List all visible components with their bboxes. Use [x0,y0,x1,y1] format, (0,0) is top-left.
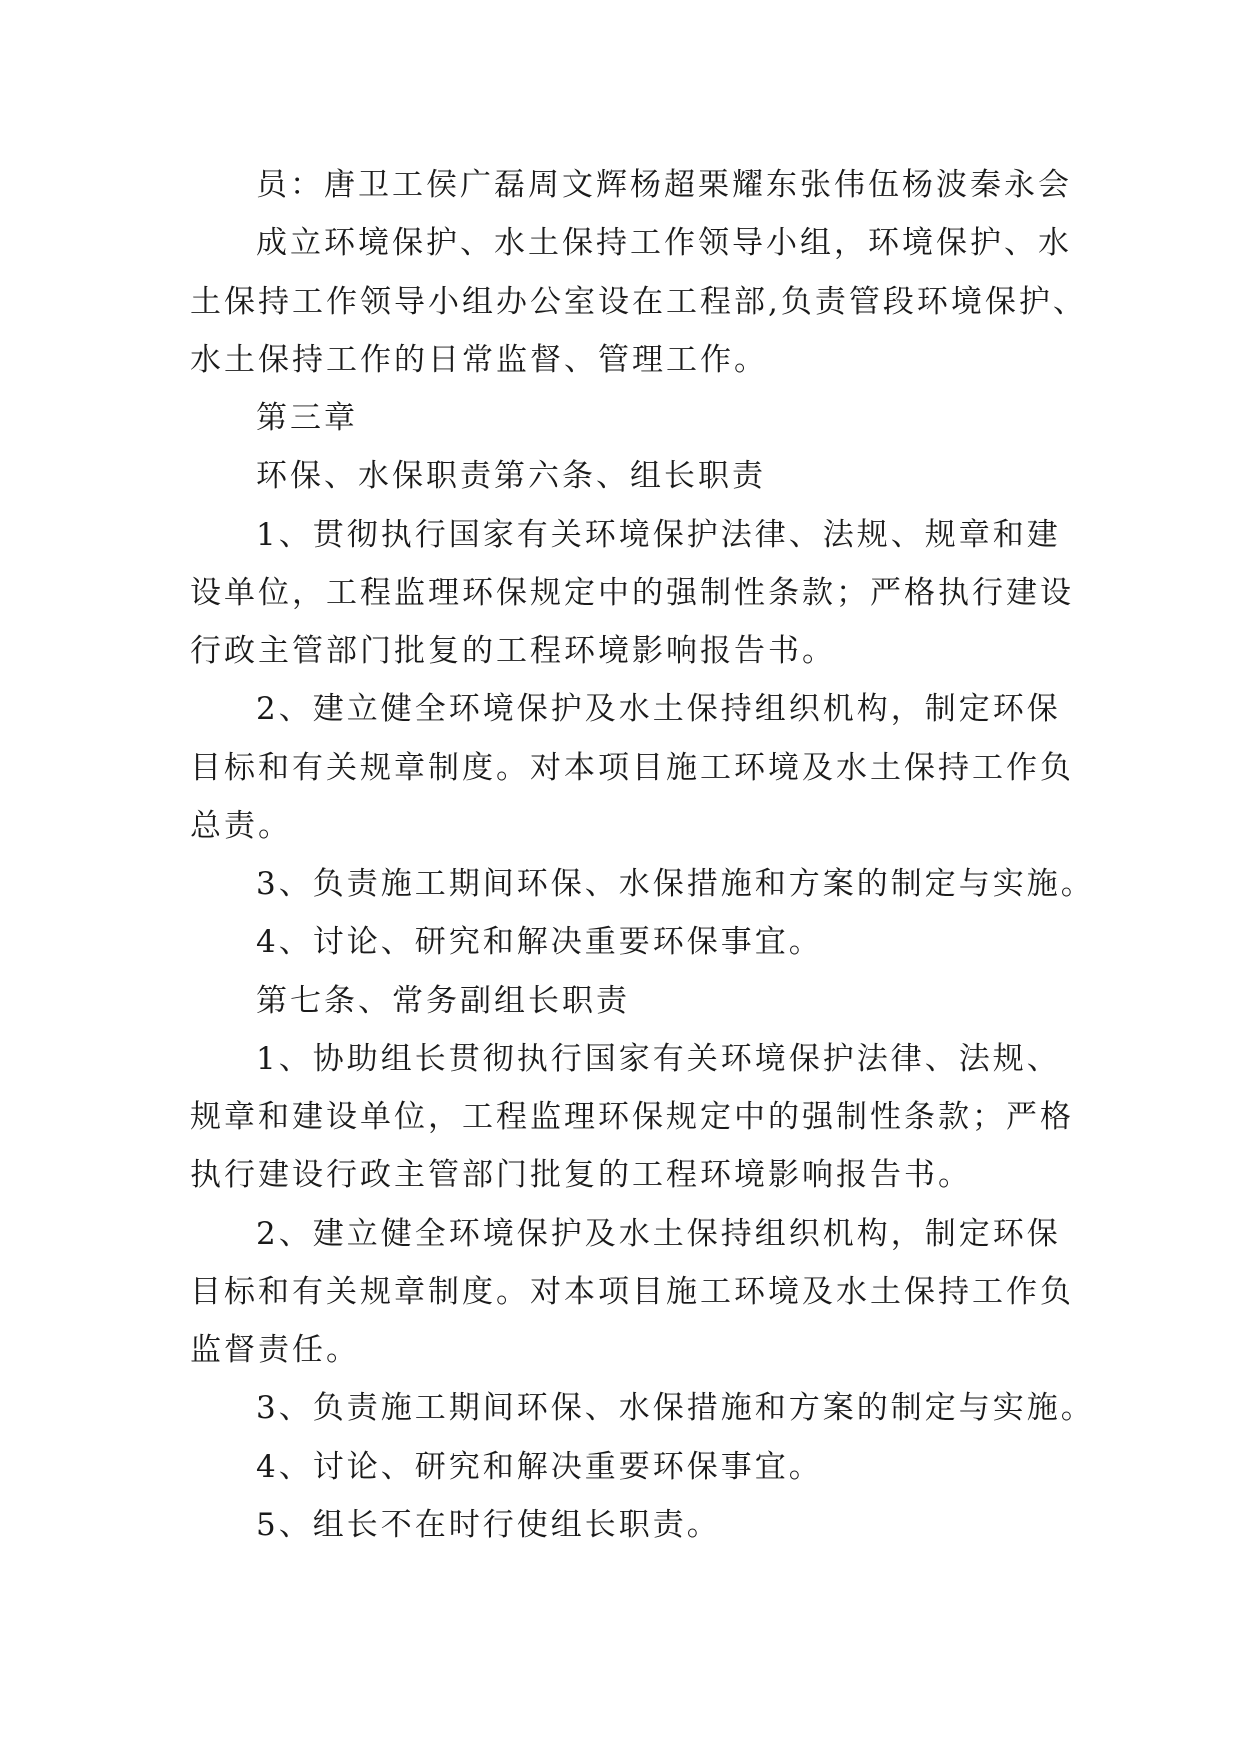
text-line: 环保、水保职责第六条、组长职责 [256,458,766,494]
text-line: 目标和有关规章制度。对本项目施工环境及水土保持工作负 [190,1274,1074,1310]
text-line: 土保持工作领导小组办公室设在工程部,负责管段环境保护、 [190,284,1087,320]
text-line: 设单位，工程监理环保规定中的强制性条款；严格执行建设 [190,575,1074,611]
text-line: 第三章 [256,400,358,436]
text-line: 监督责任。 [190,1332,360,1368]
text-line: 4、讨论、研究和解决重要环保事宜。 [256,924,823,960]
text-line: 4、讨论、研究和解决重要环保事宜。 [256,1449,823,1485]
text-line: 员：唐卫工侯广磊周文辉杨超栗耀东张伟伍杨波秦永会 [256,167,1072,203]
text-line: 水土保持工作的日常监督、管理工作。 [190,342,768,378]
text-line: 规章和建设单位，工程监理环保规定中的强制性条款；严格 [190,1099,1074,1135]
text-line: 第七条、常务副组长职责 [256,983,630,1019]
text-line: 1、协助组长贯彻执行国家有关环境保护法律、法规、 [256,1041,1061,1077]
text-line: 目标和有关规章制度。对本项目施工环境及水土保持工作负 [190,750,1074,786]
text-line: 总责。 [190,808,292,844]
text-line: 1、贯彻执行国家有关环境保护法律、法规、规章和建 [256,517,1061,553]
text-line: 3、负责施工期间环保、水保措施和方案的制定与实施。 [256,1390,1095,1426]
text-line: 2、建立健全环境保护及水土保持组织机构，制定环保 [256,691,1061,727]
text-line: 5、组长不在时行使组长职责。 [256,1507,721,1543]
text-line: 2、建立健全环境保护及水土保持组织机构，制定环保 [256,1216,1061,1252]
text-line: 3、负责施工期间环保、水保措施和方案的制定与实施。 [256,866,1095,902]
text-line: 成立环境保护、水土保持工作领导小组，环境保护、水 [256,225,1072,261]
text-line: 执行建设行政主管部门批复的工程环境影响报告书。 [190,1157,972,1193]
text-line: 行政主管部门批复的工程环境影响报告书。 [190,633,836,669]
